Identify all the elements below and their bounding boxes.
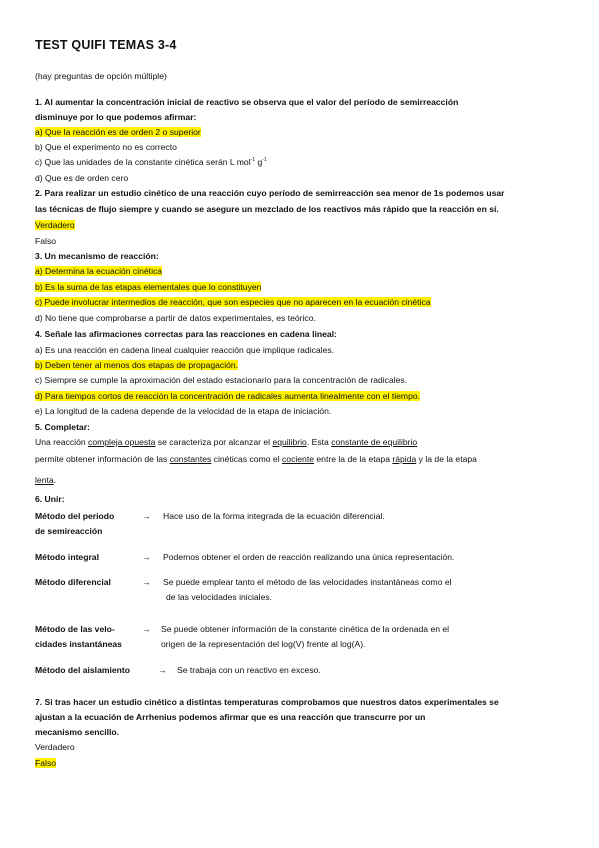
q1-option-a [35, 127, 201, 138]
q5-blank-answer: rápida [392, 454, 417, 464]
q3-option-c-text: c) Puede involucrar intermedios de reacción, que son especies que no aparecen en la ecuación cinética [35, 297, 431, 307]
q1-option-c-sup2: -1 [262, 157, 267, 163]
q4-question: 4. Señale las afirmaciones correctas para las reacciones en cadena lineal: [35, 329, 337, 339]
q6-question: 6. Unir: [35, 494, 65, 504]
q5-text: se caracteriza por alcanzar el [155, 437, 273, 447]
q6-method-description: Se puede obtener información de la constante cinética de la ordenada en el origen de la representación del log(V) frente al log(A). [161, 624, 450, 649]
q1-option-c-sup1: -1 [250, 157, 256, 163]
q2-question-line1: 2. Para realizar un estudio cinético de una reacción cuyo período de semirreacción sea menor de 1s podemos usar [35, 188, 505, 198]
q1-option-c [35, 157, 267, 168]
q2-option-true-text: Verdadero [35, 220, 75, 230]
arrow-right-icon: → [142, 511, 151, 521]
q3-option-a [35, 266, 162, 277]
q4-option-a: a) Es una reacción en cadena lineal cualquier reacción que implique radicales. [35, 345, 335, 355]
q1-option-c-text: c) Que las unidades de la constante cinética serán L mol [35, 157, 251, 167]
q1-question-line1: 1. Al aumentar la concentración inicial de reactivo se observa que el valor del período de semirreacción [35, 97, 459, 107]
q3-option-c [35, 297, 431, 308]
q5-blank-answer: constante de equilibrio [331, 437, 418, 447]
q7-option-true: Verdadero [35, 742, 75, 752]
q1-option-c-mid: g [255, 157, 263, 167]
q7-question-line3: mecanismo sencillo. [35, 727, 120, 737]
q1-option-d: d) Que es de orden cero [35, 173, 129, 183]
q3-option-b [35, 282, 261, 293]
q5-text: permite obtener información de las [35, 454, 170, 464]
page-title: TEST QUIFI TEMAS 3-4 [35, 38, 177, 52]
arrow-right-icon: → [142, 624, 151, 634]
q5-text: Una reacción [35, 437, 89, 447]
q5-blank-answer: compleja opuesta [88, 437, 156, 447]
q4-option-b [35, 360, 238, 371]
q7-option-false-text: Falso [35, 758, 57, 768]
q6-method-description: Se puede emplear tanto el método de las velocidades instantáneas como el de las velocidades iniciales. [163, 577, 452, 602]
q5-line3 [35, 475, 56, 486]
q3-option-d: d) No tiene que comprobarse a partir de datos experimentales, es teórico. [35, 313, 316, 323]
q6-method-label: Método del aislamiento [35, 665, 131, 675]
q5-blank-answer: equilibrio [272, 437, 307, 447]
arrow-right-icon: → [142, 577, 151, 587]
q1-question-line2: disminuye por lo que podemos afirmar: [35, 112, 197, 122]
q3-option-a-text: a) Determina la ecuación cinética [35, 266, 163, 276]
q4-option-d [35, 391, 420, 402]
q5-text: . [53, 475, 57, 485]
q7-question-line1: 7. Si tras hacer un estudio cinético a distintas temperaturas comprobamos que nuestros datos experimentales se [35, 697, 499, 707]
q2-option-false: Falso [35, 236, 57, 246]
q5-text: cinéticas como el [211, 454, 282, 464]
q5-blank-answer: lenta [35, 475, 54, 485]
q5-blank-answer: constantes [169, 454, 212, 464]
q6-method-label: Método integral [35, 552, 99, 562]
q5-line2 [35, 454, 477, 465]
q6-method-label: Método de las velo- cidades instantáneas [35, 624, 122, 649]
q5-line1 [35, 437, 417, 448]
q4-option-b-text: b) Deben tener al menos dos etapas de propagación. [35, 360, 239, 370]
q4-option-e: e) La longitud de la cadena depende de la velocidad de la etapa de iniciación. [35, 406, 332, 416]
q6-method-label: Método diferencial [35, 577, 111, 587]
q5-text: . Esta [306, 437, 332, 447]
q1-option-b: b) Que el experimento no es correcto [35, 142, 177, 152]
q4-option-c: c) Siempre se cumple la aproximación del estado estacionario para la concentración de radicales. [35, 375, 408, 385]
q2-question-line2: las técnicas de flujo siempre y cuando se asegure un mezclado de los reactivos más rápido que la reacción en sí. [35, 204, 499, 214]
note-text: (hay preguntas de opción múltiple) [35, 71, 167, 81]
q1-option-a-text: a) Que la reacción es de orden 2 o superior [35, 127, 201, 137]
q6-method-description: Hace uso de la forma integrada de la ecuación diferencial. [163, 511, 385, 521]
q5-text: y la de la etapa [416, 454, 477, 464]
q7-option-false [35, 758, 56, 769]
q2-option-true [35, 220, 75, 231]
q6-method-label: Método del periodo de semireacción [35, 511, 115, 536]
q3-option-b-text: b) Es la suma de las etapas elementales que lo constituyen [35, 282, 262, 292]
q5-text: entre la de la etapa [314, 454, 393, 464]
q7-question-line2: ajustan a la ecuación de Arrhenius podemos afirmar que es una reacción que transcurre por un [35, 712, 426, 722]
arrow-right-icon: → [142, 552, 151, 562]
q6-method-description: Podemos obtener el orden de reacción realizando una única representación. [163, 552, 455, 562]
arrow-right-icon: → [158, 665, 167, 675]
q4-option-d-text: d) Para tiempos cortos de reacción la concentración de radicales aumenta linealmente con el tiempo. [35, 391, 421, 401]
q6-method-description: Se trabaja con un reactivo en exceso. [177, 665, 321, 675]
q3-question: 3. Un mecanismo de reacción: [35, 251, 159, 261]
q5-question: 5. Completar: [35, 422, 90, 432]
q5-blank-answer: cociente [282, 454, 315, 464]
